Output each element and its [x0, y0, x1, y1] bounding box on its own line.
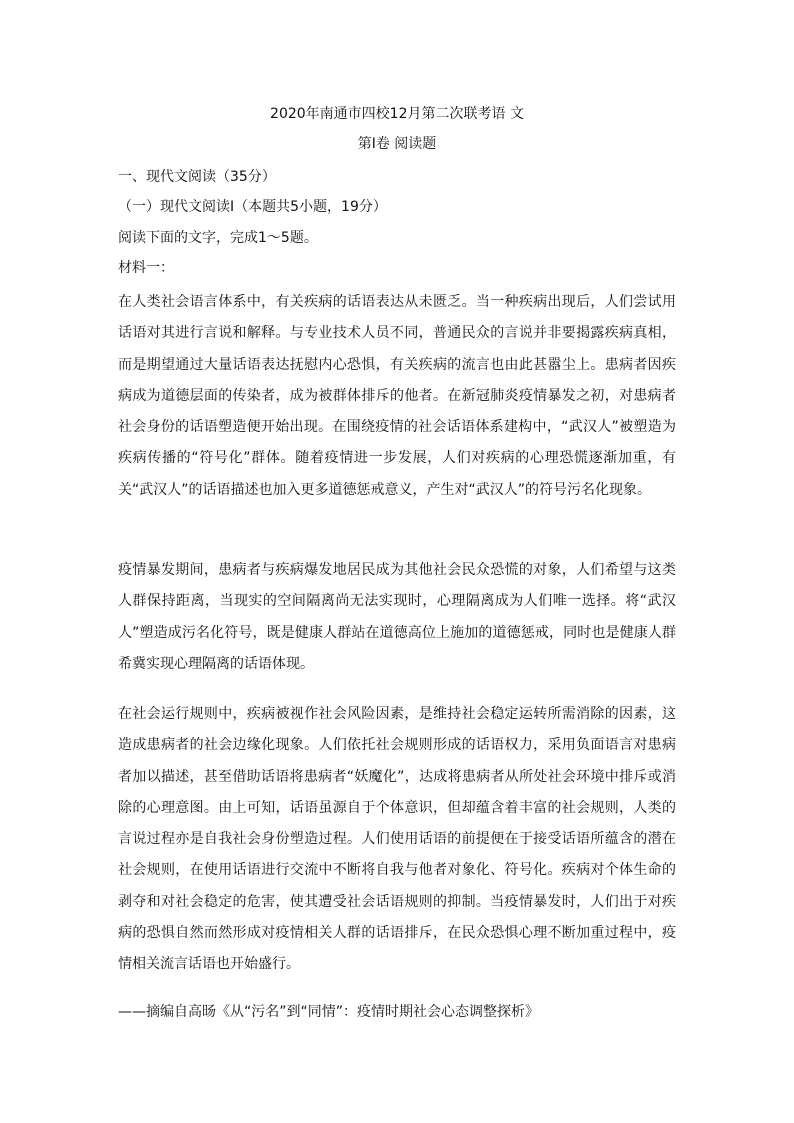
reading-instruction: 阅读下面的文字，完成1～5题。 [118, 230, 318, 246]
source-citation: ——摘编自高旸《从“污名”到“同情”：疫情时期社会心态调整探析》 [118, 1004, 540, 1020]
exam-title: 2020年南通市四校12月第二次联考语 文 [270, 106, 524, 122]
material-label: 材料一： [118, 260, 174, 276]
material-paragraph-1: 在人类社会语言体系中，有关疾病的话语表达从未匮乏。当一种疾病出现后，人们尝试用话语对其进行言说和解释。与专业技术人员不同，普通民众的言说并非要揭露疾病真相，而是期望通过大量话语表达抚慰内心恐惧，有关疾病的流言也由此甚嚣尘上。患病者因疾病成为道德层面的传染者，成为被群体排斥的他者。在新冠肺炎疫情暴发之初，对患病者社会身份的话语塑造便开始出现。在围绕疫情的社会话语体系建构中，“武汉人”被塑造为疾病传播的“符号化”群体。随着疫情进一步发展，人们对疾病的心理恐慌逐渐加重，有关“武汉人”的话语描述也加入更多道德惩戒意义，产生对“武汉人”的符号污名化现象。 [118, 294, 676, 498]
section-heading: 一、现代文阅读（35分） [118, 169, 276, 185]
material-paragraph-2: 疫情暴发期间，患病者与疾病爆发地居民成为其他社会民众恐慌的对象，人们希望与这类人群保持距离，当现实的空间隔离尚无法实现时，心理隔离成为人们唯一选择。将“武汉人”塑造成污名化符号，既是健康人群站在道德高位上施加的道德惩戒，同时也是健康人群希冀实现心理隔离的话语体现。 [118, 562, 676, 672]
material-paragraph-3: 在社会运行规则中，疾病被视作社会风险因素，是维持社会稳定运转所需消除的因素，这造成患病者的社会边缘化现象。人们依托社会规则形成的话语权力，采用负面语言对患病者加以描述，甚至借助话语将患病者“妖魔化”，达成将患病者从所处社会环境中排斥或消除的心理意图。由上可知，话语虽源自于个体意识，但却蕴含着丰富的社会规则，人类的言说过程亦是自我社会身份塑造过程。人们使用话语的前提便在于接受话语所蕴含的潜在社会规则，在使用话语进行交流中不断将自我与他者对象化、符号化。疾病对个体生命的剥夺和对社会稳定的危害，使其遭受社会话语规则的抑制。当疫情暴发时，人们出于对疾病的恐惧自然而然形成对疫情相关人群的话语排斥，在民众恐惧心理不断加重过程中，疫情相关流言话语也开始盛行。 [118, 706, 676, 973]
volume-heading: 第I卷 阅读题 [357, 136, 437, 152]
subsection-heading: （一）现代文阅读I（本题共5小题，19分） [118, 199, 387, 215]
